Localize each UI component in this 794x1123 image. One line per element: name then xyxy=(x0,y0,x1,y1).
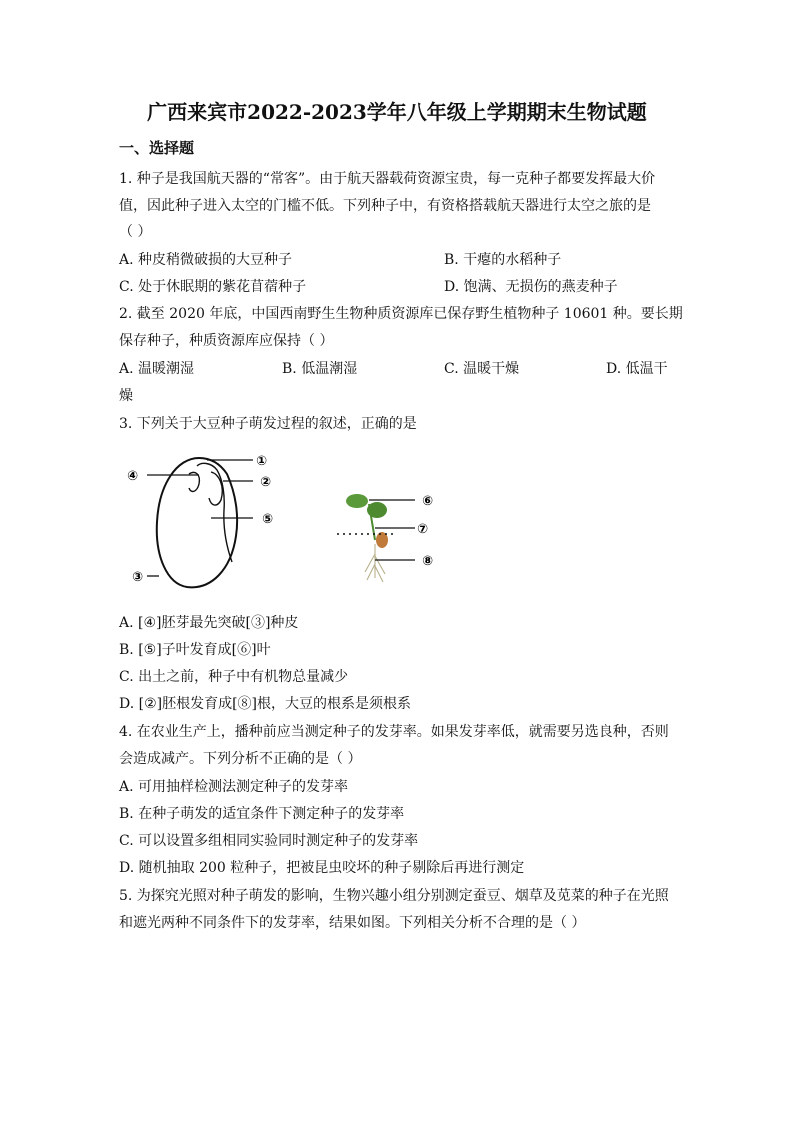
q4-option-a: A. 可用抽样检测法测定种子的发芽率 xyxy=(119,779,349,795)
label-5: ⑤ xyxy=(262,512,274,527)
page-title: 广西来宾市2022-2023学年八年级上学期期末生物试题 xyxy=(147,100,647,124)
q5-stem-line-1: 5. 为探究光照对种子萌发的影响，生物兴趣小组分别测定蚕豆、烟草及苋菜的种子在光照 xyxy=(119,888,669,904)
q2-option-b: B. 低温潮湿 xyxy=(282,361,358,377)
q1-option-a: A. 种皮稍微破损的大豆种子 xyxy=(119,252,293,268)
label-6: ⑥ xyxy=(422,494,434,509)
seed-germination-diagram xyxy=(119,444,459,594)
q2-option-a: A. 温暖潮湿 xyxy=(119,361,195,377)
q5-stem-line-2: 和遮光两种不同条件下的发芽率，结果如图。下列相关分析不合理的是（ ） xyxy=(119,915,586,931)
q4-option-d: D. 随机抽取 200 粒种子，把被昆虫咬坏的种子剔除后再进行测定 xyxy=(119,860,525,876)
q1-stem-line-3: （ ） xyxy=(119,224,152,240)
label-3: ③ xyxy=(132,570,144,585)
seedling-roots xyxy=(365,544,385,582)
q4-stem-line-2: 会造成减产。下列分析不正确的是（ ） xyxy=(119,751,362,767)
label-4: ④ xyxy=(127,469,139,484)
section-heading: 一、选择题 xyxy=(119,139,195,157)
seed-coat-outline xyxy=(157,458,237,587)
q4-option-b: B. 在种子萌发的适宜条件下测定种子的发芽率 xyxy=(119,806,405,822)
q1-stem-line-2: 值，因此种子进入太空的门槛不低。下列种子中，有资格搭载航天器进行太空之旅的是 xyxy=(119,198,651,214)
q3-option-d: D. [②]胚根发育成[⑧]根，大豆的根系是须根系 xyxy=(119,696,412,712)
embryo-curve xyxy=(197,463,232,562)
q3-stem-line-1: 3. 下列关于大豆种子萌发过程的叙述，正确的是 xyxy=(119,416,417,432)
q3-option-c: C. 出土之前，种子中有机物总量减少 xyxy=(119,669,349,685)
q2-option-d: D. 低温干 xyxy=(606,361,668,377)
q1-option-c: C. 处于休眠期的紫花苜蓿种子 xyxy=(119,279,307,295)
q2-option-d-wrap: 燥 xyxy=(119,388,133,404)
soybean-seed-figure xyxy=(157,458,237,587)
label-7: ⑦ xyxy=(417,522,429,537)
q1-stem-line-1: 1. 种子是我国航天器的“常客”。由于航天器载荷资源宝贵，每一克种子都要发挥最大价 xyxy=(119,171,656,187)
q2-stem-line-1: 2. 截至 2020 年底，中国西南野生生物种质资源库已保存野生植物种子 10601 种。要长期 xyxy=(119,306,683,322)
label-8: ⑧ xyxy=(422,554,434,569)
q3-option-b: B. [⑤]子叶发育成[⑥]叶 xyxy=(119,642,271,658)
q2-option-c: C. 温暖干燥 xyxy=(444,361,520,377)
q4-option-c: C. 可以设置多组相同实验同时测定种子的发芽率 xyxy=(119,833,419,849)
q2-stem-line-2: 保存种子，种质资源库应保持（ ） xyxy=(119,333,334,349)
q1-option-b: B. 干瘪的水稻种子 xyxy=(444,252,562,268)
q3-option-a: A. [④]胚芽最先突破[③]种皮 xyxy=(119,615,299,631)
label-1: ① xyxy=(256,454,268,469)
q4-stem-line-1: 4. 在农业生产上，播种前应当测定种子的发芽率。如果发芽率低，就需要另选良种，否则 xyxy=(119,724,669,740)
soybean-seedling-figure xyxy=(337,494,397,582)
q1-option-d: D. 饱满、无损伤的燕麦种子 xyxy=(444,279,618,295)
label-2: ② xyxy=(260,475,272,490)
seedling-leaf-left xyxy=(346,494,368,508)
